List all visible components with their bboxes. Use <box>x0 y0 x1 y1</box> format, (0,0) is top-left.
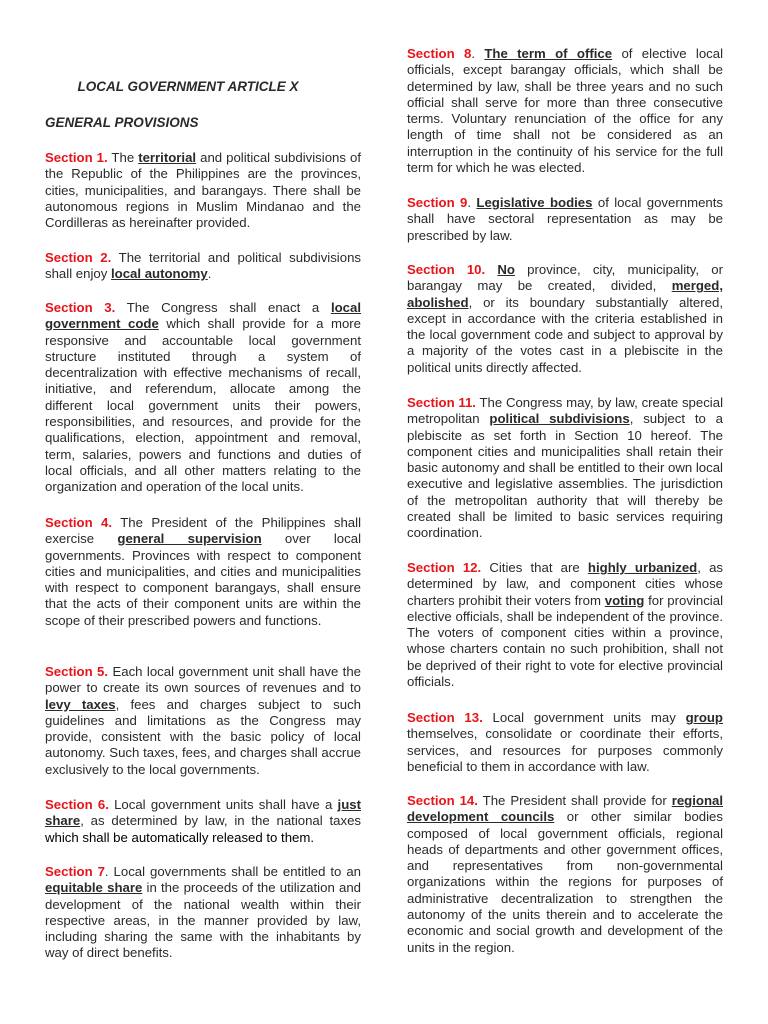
section-10 <box>407 262 723 376</box>
section-6-text-3: which shall be automatically released to them. <box>45 829 315 845</box>
section-2-text-2: . <box>207 266 212 282</box>
section-2-keyword: local autonomy <box>110 266 208 282</box>
section-12-keyword-2: voting <box>604 592 645 608</box>
section-3-label: Section 3. <box>45 300 116 315</box>
section-7 <box>45 864 361 962</box>
section-3 <box>45 300 361 496</box>
section-10-keyword-2: merged, abolished <box>407 278 723 310</box>
document-title: LOCAL GOVERNMENT ARTICLE X <box>77 79 299 94</box>
section-10-keyword: No <box>497 262 515 277</box>
section-1-keyword: territorial <box>138 150 197 165</box>
section-11-text-2: , subject to a plebiscite as set forth in Section 10 hereof. The component cities and municipalities shall retain their basic autonomy and shall be entitled to their own local executive and legislative assemblies. The jurisdiction of the metropolitan authority that will thereby be created shall be limited to basic services requiring coordination. <box>407 411 724 541</box>
section-2 <box>45 250 361 283</box>
section-6-text-2: , as determined by law, in the national taxes <box>80 813 361 829</box>
section-5-label: Section 5. <box>45 664 109 679</box>
section-6-text: Local government units shall have a <box>108 797 338 812</box>
section-14-text-2: or other similar bodies composed of local government officials, regional heads of departments and other government offices, and representatives from non-governmental organizations within the regions for purposes of administrative decentralization to strengthen the autonomy of the units therein and to accelerate the economic and social growth and development of the units in the region. <box>407 809 723 955</box>
section-13 <box>407 710 723 775</box>
section-10-text-2: province, city, municipality, or barangay may be created, divided, <box>407 262 723 294</box>
section-8-text-2: of elective local officials, except barangay officials, which shall be determined by law, shall be three years and no such official shall serve for more than three consecutive terms. Voluntary renunciation of the office for any length of time shall not be considered as an interruption in the continuity of his service for the full term for which he was elected. <box>407 46 724 176</box>
section-8 <box>407 46 723 176</box>
section-3-text-2: which shall provide for a more responsive and accountable local government structure instituted through a system of decentralization with effective mechanisms of recall, initiative, and referendum, allocate among the different local government units their powers, responsibilities, and resources, and provide for the qualifications, election, appointment and removal, term, salaries, powers and functions and duties of local officials, and all other matters relating to the organization and operation of the local units. <box>45 316 361 495</box>
section-7-label: Section 7 <box>45 864 105 879</box>
section-14-keyword: regional development councils <box>407 793 723 825</box>
section-8-text: . <box>471 46 485 61</box>
section-7-text: . Local governments shall be entitled to an <box>104 864 361 879</box>
section-6-keyword: just share <box>45 797 361 829</box>
section-1 <box>45 150 361 231</box>
section-1-text-2: and political subdivisions of the Republic of the Philippines are the provinces, cities, municipalities, and barangays. There shall be autonomous regions in Muslim Mindanao and the Cordilleras as hereinafter provided. <box>45 150 361 231</box>
section-14-label: Section 14. <box>407 793 478 808</box>
section-9-label: Section 9 <box>407 195 468 210</box>
section-5-keyword: levy taxes <box>45 696 116 712</box>
section-4-text-2: over local governments. Provinces with respect to component cities and municipalities, and cities and municipalities with respect to component barangays, shall ensure that the acts of their component units are within the scope of their prescribed powers and functions. <box>45 531 362 628</box>
section-7-text-2: in the proceeds of the utilization and development of the national wealth within their respective areas, in the manner provided by law, including sharing the same with the inhabitants by way of direct benefits. <box>45 880 362 961</box>
section-14 <box>407 793 723 956</box>
section-5-text: Each local government unit shall have the power to create its own sources of revenues and to <box>45 664 362 696</box>
section-12-label: Section 12. <box>407 560 482 575</box>
section-11-keyword: political subdivisions <box>489 411 630 427</box>
document-subtitle: GENERAL PROVISIONS <box>45 115 199 130</box>
section-6 <box>45 797 361 846</box>
section-11-label: Section 11. <box>407 395 476 410</box>
section-4-keyword: general supervision <box>117 531 262 547</box>
section-6-label: Section 6. <box>45 797 109 812</box>
section-3-text: The Congress shall enact a <box>115 300 331 315</box>
section-1-text: The <box>107 150 139 165</box>
section-9-text: . <box>467 195 477 210</box>
section-3-keyword: local government code <box>45 300 361 332</box>
section-14-text: The President shall provide for <box>477 793 672 808</box>
section-13-text: Local government units may <box>482 710 686 725</box>
section-4-label: Section 4. <box>45 515 113 530</box>
section-9 <box>407 195 723 244</box>
section-5 <box>45 664 361 778</box>
section-5-text-2: , fees and charges subject to such guidelines and limitations as the Congress may provide, consistent with the basic policy of local autonomy. Such taxes, fees, and charges shall accrue exclusively to the local governments. <box>45 696 361 777</box>
section-13-keyword: group <box>685 710 723 725</box>
section-10-label: Section 10. <box>407 262 486 277</box>
section-8-label: Section 8 <box>407 46 472 61</box>
section-2-label: Section 2. <box>45 250 112 265</box>
section-9-keyword: Legislative bodies <box>476 195 593 210</box>
section-7-keyword: equitable share <box>45 880 143 896</box>
section-11 <box>407 395 723 542</box>
section-2-text: The territorial and political subdivisions shall enjoy <box>45 250 362 282</box>
section-10-text-3: , or its boundary substantially altered, except in accordance with the criteria established in the local government code and subject to approval by a majority of the votes cast in a plebiscite in the political units directly affected. <box>407 294 723 375</box>
section-13-label: Section 13. <box>407 710 483 725</box>
section-12-text: Cities that are <box>481 560 588 575</box>
section-4 <box>45 515 361 629</box>
section-10-text <box>485 262 497 277</box>
section-9-text-2: of local governments shall have sectoral representation as may be prescribed by law. <box>407 195 723 243</box>
section-12 <box>407 560 723 690</box>
section-13-text-2: themselves, consolidate or coordinate their efforts, services, and resources for purposes commonly beneficial to them in accordance with law. <box>407 726 723 774</box>
section-12-keyword: highly urbanized <box>587 560 698 575</box>
section-8-keyword: The term of office <box>484 46 613 61</box>
section-12-text-3: for provincial elective officials, shall be independent of the province. The voters of component cities within a province, whose charters contain no such prohibition, shall not be deprived of their right to vote for elective provincial officials. <box>407 592 723 690</box>
section-12-text-2: , as determined by law, and component cities whose charters prohibit their voters from <box>407 560 723 608</box>
section-11-text: The Congress may, by law, create special metropolitan <box>407 395 723 427</box>
section-1-label: Section 1. <box>45 150 108 165</box>
section-4-text: The President of the Philippines shall exercise <box>45 515 362 547</box>
